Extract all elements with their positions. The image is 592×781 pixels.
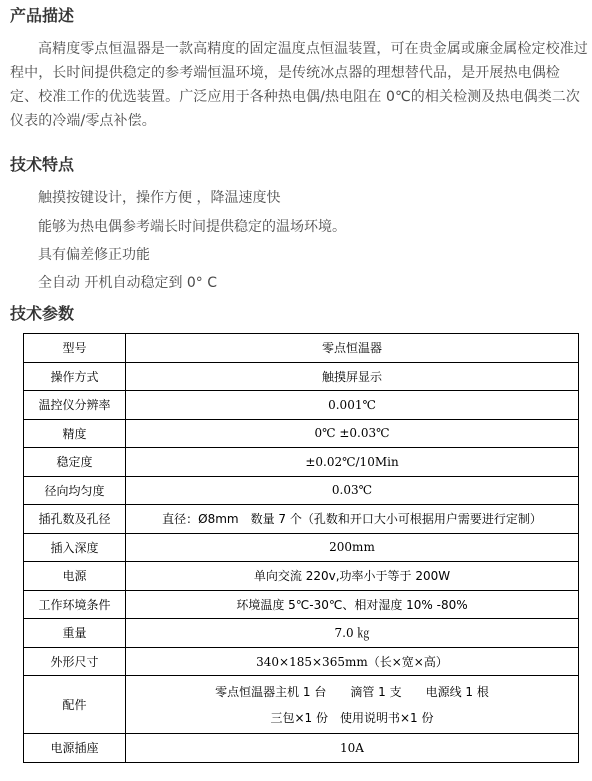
spec-value: 7.0 ㎏ [126, 619, 579, 648]
spec-value [126, 676, 579, 734]
table-row [24, 562, 579, 591]
spec-key: 工作环境条件 [24, 590, 126, 619]
table-row [24, 419, 579, 448]
table-row [24, 734, 579, 763]
spec-value: 单向交流 220v,功率小于等于 200W [126, 562, 579, 591]
spec-key: 径向均匀度 [24, 476, 126, 505]
spec-table [23, 333, 579, 763]
spec-value: 10A [126, 734, 579, 763]
spec-value: 环境温度 5℃-30℃、相对湿度 10% -80% [126, 590, 579, 619]
table-row [24, 590, 579, 619]
spec-value: 340×185×365mm（长×宽×高） [126, 647, 579, 676]
accessories-line: 三包×1 份 使用说明书×1 份 [270, 710, 434, 725]
table-row [24, 476, 579, 505]
table-row [24, 505, 579, 534]
feature-item: 具有偏差修正功能 [38, 247, 150, 263]
spec-value: 触摸屏显示 [126, 362, 579, 391]
spec-value: 零点恒温器 [126, 334, 579, 363]
table-row [24, 448, 579, 477]
spec-key: 操作方式 [24, 362, 126, 391]
feature-item: 全自动 开机自动稳定到 0° C [38, 275, 218, 291]
product-description-text: 高精度零点恒温器是一款高精度的固定温度点恒温装置，可在贵金属或廉金属检定校准过程中，长时间提供稳定的参考端恒温环境，是传统冰点器的理想替代品，是开展热电偶检定、校准工作的优选装置。广泛应用于各种热电偶/热电阻在 0℃的相关检测及热电偶类二次仪表的冷端/零点补偿。 [10, 41, 588, 129]
table-row [24, 619, 579, 648]
table-row [24, 533, 579, 562]
spec-key: 重量 [24, 619, 126, 648]
table-row [24, 362, 579, 391]
spec-key: 插孔数及孔径 [24, 505, 126, 534]
spec-key: 电源 [24, 562, 126, 591]
spec-key: 外形尺寸 [24, 647, 126, 676]
spec-value: 0.001℃ [126, 391, 579, 420]
spec-key: 温控仪分辨率 [24, 391, 126, 420]
table-row [24, 334, 579, 363]
spec-value: 0℃ ±0.03℃ [126, 419, 579, 448]
spec-key: 配件 [24, 676, 126, 734]
technical-features-heading: 技术特点 [10, 155, 75, 174]
spec-key: 型号 [24, 334, 126, 363]
spec-value: 0.03℃ [126, 476, 579, 505]
technical-parameters-heading: 技术参数 [10, 304, 75, 323]
spec-key: 稳定度 [24, 448, 126, 477]
table-row [24, 676, 579, 734]
accessories-line: 零点恒温器主机 1 台 滴管 1 支 电源线 1 根 [215, 684, 489, 699]
spec-value: ±0.02℃/10Min [126, 448, 579, 477]
product-description-heading: 产品描述 [10, 6, 75, 25]
table-row [24, 647, 579, 676]
spec-key: 电源插座 [24, 734, 126, 763]
spec-value: 200mm [126, 533, 579, 562]
feature-item: 触摸按键设计，操作方便 ，降温速度快 [38, 190, 281, 206]
table-row [24, 391, 579, 420]
spec-key: 插入深度 [24, 533, 126, 562]
spec-key: 精度 [24, 419, 126, 448]
spec-value: 直径：Ø8mm 数量 7 个（孔数和开口大小可根据用户需要进行定制） [126, 505, 579, 534]
feature-item: 能够为热电偶参考端长时间提供稳定的温场环境。 [38, 219, 346, 235]
